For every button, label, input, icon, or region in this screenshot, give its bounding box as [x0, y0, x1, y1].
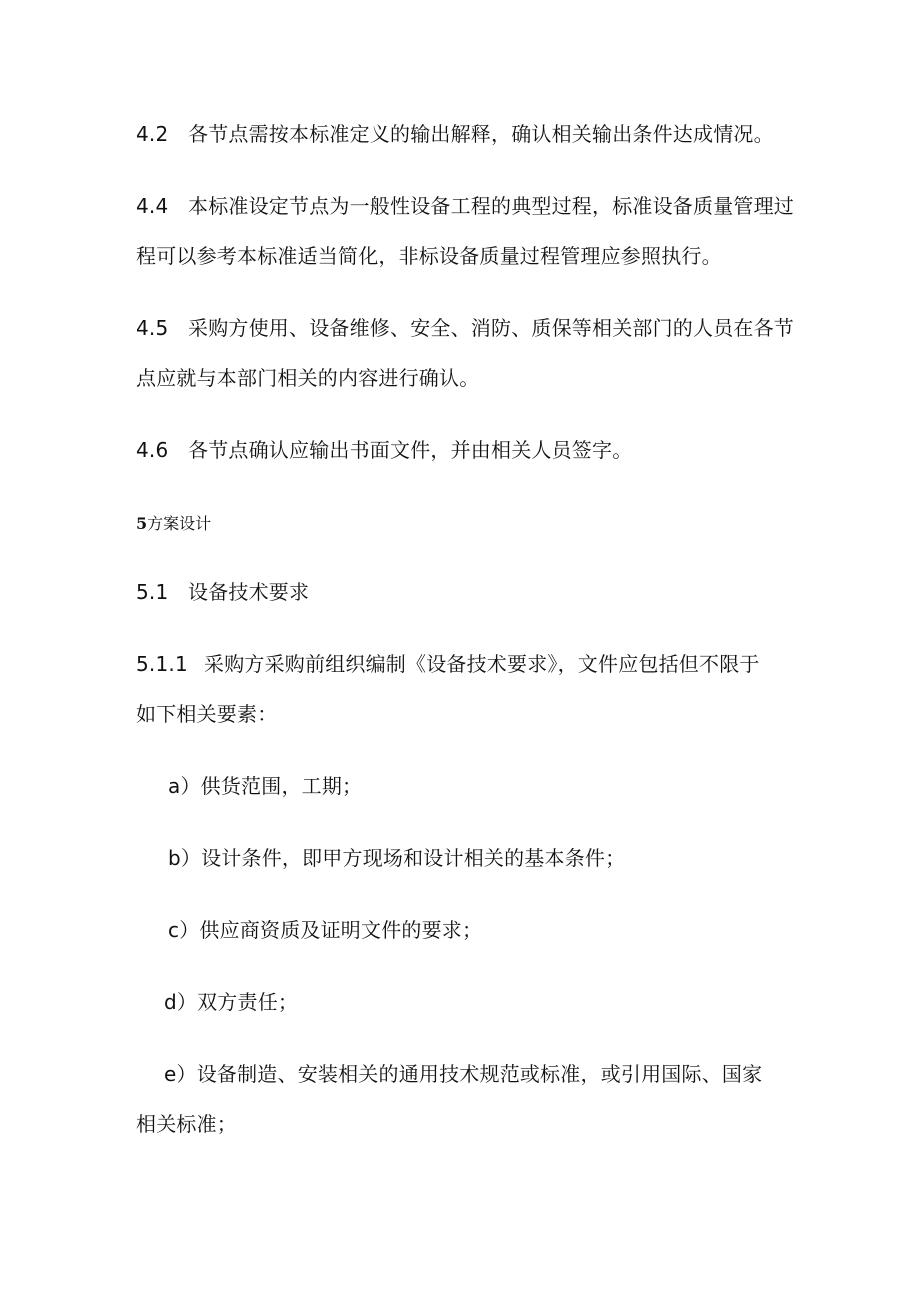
paragraph-4-6: [136, 436, 632, 464]
paragraph-4-4-continued: 程可以参考本标准适当简化，非标设备质量过程管理应参照执行。: [136, 244, 722, 268]
list-item-e-continued: 相关标准；: [136, 1112, 237, 1136]
paragraph-4-4: [136, 192, 794, 220]
paragraph-4-2: [136, 120, 774, 148]
list-item-e: e）设备制造、安装相关的通用技术规范或标准，或引用国际、国家: [164, 1062, 763, 1086]
section-number: 5: [136, 514, 148, 533]
subsection-5-1-1-continued: 如下相关要素：: [136, 702, 278, 726]
list-item-c: c）供应商资质及证明文件的要求；: [168, 918, 483, 942]
paragraph-number: 4.5: [136, 316, 169, 340]
paragraph-text: 采购方使用、设备维修、安全、消防、质保等相关部门的人员在各节: [188, 316, 794, 340]
list-item-d: d）双方责任；: [164, 990, 299, 1014]
list-item-b: b）设计条件，即甲方现场和设计相关的基本条件；: [168, 846, 626, 870]
paragraph-number: 4.4: [136, 194, 169, 218]
section-heading-5: [136, 513, 211, 535]
paragraph-4-5-continued: 点应就与本部门相关的内容进行确认。: [136, 366, 480, 390]
subsection-number: 5.1.1: [136, 652, 188, 676]
subsection-number: 5.1: [136, 580, 169, 604]
subsection-text: 采购方采购前组织编制《设备技术要求》，文件应包括但不限于: [204, 652, 760, 676]
paragraph-number: 4.2: [136, 122, 169, 146]
paragraph-4-5: [136, 314, 794, 342]
section-title: 方案设计: [147, 514, 212, 533]
subsection-title: 设备技术要求: [188, 580, 310, 604]
paragraph-text: 本标准设定节点为一般性设备工程的典型过程，标准设备质量管理过: [188, 194, 794, 218]
paragraph-number: 4.6: [136, 438, 169, 462]
paragraph-text: 各节点确认应输出书面文件，并由相关人员签字。: [188, 438, 633, 462]
list-item-a: a）供货范围，工期；: [168, 774, 363, 798]
subsection-5-1: [136, 578, 309, 606]
paragraph-text: 各节点需按本标准定义的输出解释，确认相关输出条件达成情况。: [188, 122, 774, 146]
subsection-5-1-1: [136, 650, 760, 678]
